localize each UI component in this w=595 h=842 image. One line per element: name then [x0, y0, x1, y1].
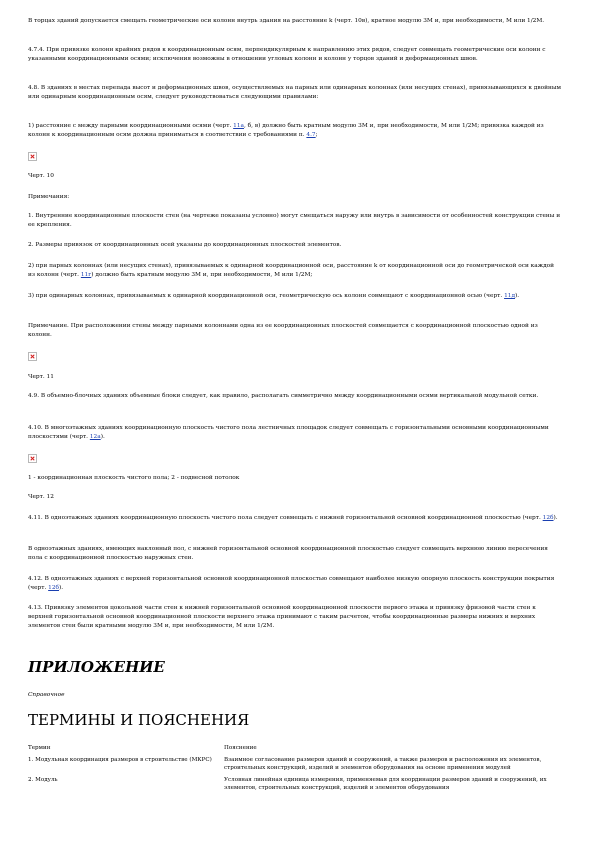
broken-image-icon: [28, 454, 37, 463]
broken-image-icon: [28, 352, 37, 361]
p4-12-text-a: 4.12. В одноэтажных зданиях с верхней горизонтальной основной координационной плоскостью совмещают наиболее низкую опорную плоскость конструкции покрытия (черт.: [28, 576, 555, 591]
terms-table: [28, 744, 562, 796]
terms-header-row: [28, 744, 562, 756]
definition-cell: Взаимное согласование размеров зданий и сооружений, а также размеров и расположения их элементов, строительных конструкций, изделий и элементов оборудования на основе применения модулей: [224, 757, 542, 771]
table-row: [28, 756, 562, 776]
figure-10-label: Черт. 10: [28, 173, 54, 179]
link-fig-11d[interactable]: 11д: [504, 293, 516, 299]
rule-1-text-a: 1) расстояние с между парными координационными осями (черт.: [28, 123, 234, 129]
p4-11-text-a: 4.11. В одноэтажных зданиях координационную плоскость чистого пола следует совмещать с нижней горизонтальной основной координационной плоскостью (черт.: [28, 515, 543, 521]
paragraph-4-10: [28, 424, 562, 442]
paragraph-sloped-floor: В одноэтажных зданиях, имеющих наклонный пол, с нижней горизонтальной основной координационной плоскостью следует совмещать верхнюю линию пересечения пола с координационной плоскостью наружных стен.: [28, 546, 548, 561]
terms-title: ТЕРМИНЫ И ПОЯСНЕНИЯ: [28, 711, 250, 729]
link-fig-12b[interactable]: 12б: [542, 515, 554, 521]
table-row: [28, 776, 562, 796]
link-fig-12a[interactable]: 12а: [89, 434, 101, 440]
definition-cell: Условная линейная единица измерения, применяемая для координации размеров зданий и сооружений, их элементов, строительных конструкций, изделий и элементов оборудования: [224, 777, 547, 791]
rule-1-text-c: , б, в) должно быть кратным модулю 3М и, при необходимости, М или 1/2М; привязка каждой из колонн к координационным осям должна приниматься в соответствии с требованиями п.: [28, 123, 544, 138]
link-fig-12b-2[interactable]: 12б: [48, 585, 60, 591]
rule-1-text-e: ;: [315, 132, 318, 138]
p4-10-text-a: 4.10. В многоэтажных зданиях координационную плоскость чистого пола лестничных площадок следует совмещать с горизонтальными основными координационными плоскостями (черт.: [28, 425, 549, 440]
note-2: 2. Размеры привязок от координационных осей указаны до координационных плоскостей элементов.: [28, 242, 342, 248]
paragraph-4-7-4: 4.7.4. При привязке колонн крайних рядов к координационным осям, перпендикулярным к направлению этих рядов, следует совмещать геометрические оси колонн с указанными координационными осями; исключения возможны в отношении угловых колонн и колонн у торцов зданий и деформационных швов.: [28, 47, 546, 62]
broken-image-icon: [28, 152, 37, 161]
link-clause-4-7[interactable]: 4.7: [306, 132, 316, 138]
appendix-title: ПРИЛОЖЕНИЕ: [28, 658, 165, 676]
rule-2-text-c: ) должно быть кратным модулю 3М и, при необходимости, М или 1/2М;: [91, 272, 313, 278]
paragraph-4-9: 4.9. В объемно-блочных зданиях объемные блоки следует, как правило, располагать симметрично между координационными осями вертикальной модульной сетки.: [28, 393, 539, 399]
p4-10-text-c: ).: [100, 434, 105, 440]
rule-2-text-a: 2) при парных колоннах (или несущих стенах), привязываемых к одинарной координационной оси, расстояние k от координационной оси до геометрической оси каждой из колонн (черт.: [28, 263, 554, 278]
rule-3-text-a: 3) при одинарных колоннах, привязываемых к одинарной координационной оси, геометрическую ось колонн совмещают с координационной осью (черт.: [28, 293, 505, 299]
figure-12-caption: 1 - координационная плоскость чистого пола; 2 - подвесной потолок: [28, 475, 240, 481]
link-fig-11a[interactable]: 11а: [233, 123, 244, 129]
p4-12-text-c: ).: [59, 585, 64, 591]
paragraph-4-13: 4.13. Привязку элементов цокольной части стен к нижней горизонтальной основной координационной плоскости первого этажа и привязку фризовой части стен к верхней горизонтальной основной координационной плоскости верхнего этажа принимают с таким расчетом, чтобы координационные размеры нижних и верхних элементов стен были кратными модулю 3М и, при необходимости, М или 1/2М.: [28, 605, 536, 629]
paragraph-4-11: [28, 514, 562, 523]
p4-11-text-c: ).: [553, 515, 558, 521]
note-1: 1. Внутренние координационные плоскости стен (на чертеже показаны условно) могут смещаться наружу или внутрь в зависимости от особенностей конструкции стены и ее крепления.: [28, 213, 561, 228]
figure-11-label: Черт. 11: [28, 374, 54, 380]
paragraph-rule-1: [28, 122, 562, 140]
paragraph-4-8: 4.8. В зданиях в местах перепада высот и деформационных швов, осуществляемых на парных или одинарных колоннах (или несущих стенах), привязывающихся к двойным или одинарным координационным осям, следует руководствоваться следующими правилами:: [28, 85, 561, 100]
remark-wall: Примечание. При расположении стены между парными колоннами одна из ее координационных плоскостей совмещается с координационной плоскостью одной из колонн.: [28, 323, 538, 338]
paragraph-torcy: В торцах зданий допускается смещать геометрические оси колонн внутрь здания на расстояние k (черт. 10в), кратное модулю 3М и, при необходимости, М или 1/2М.: [28, 18, 545, 24]
rule-3-text-c: ).: [515, 293, 520, 299]
terms-column-explanation: Пояснение: [224, 745, 257, 751]
appendix-reference-label: Справочное: [28, 692, 65, 698]
term-cell: 1. Модульная координация размеров в строительстве (МКРС): [28, 757, 212, 763]
paragraph-rule-2: [28, 262, 562, 280]
link-fig-11g[interactable]: 11г: [80, 272, 92, 278]
paragraph-rule-3: [28, 292, 562, 301]
term-cell: 2. Модуль: [28, 777, 58, 783]
notes-heading: Примечания:: [28, 194, 70, 200]
paragraph-4-12: [28, 575, 562, 593]
terms-column-term: Термин: [28, 745, 51, 751]
figure-12-label: Черт. 12: [28, 494, 54, 500]
